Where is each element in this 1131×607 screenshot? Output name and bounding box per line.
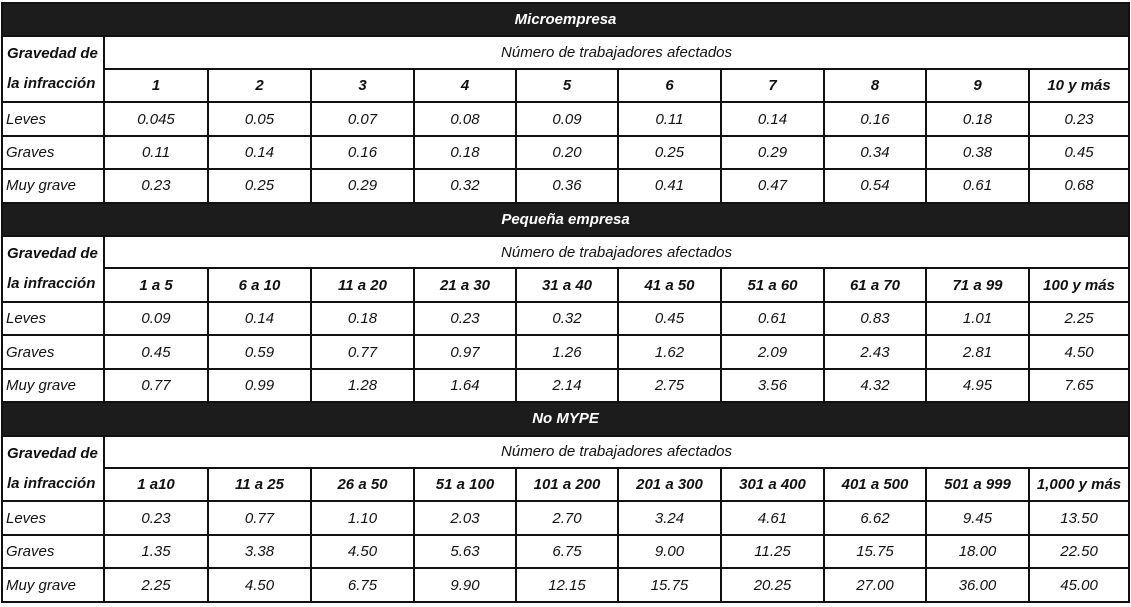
fine-value-cell: 0.09 xyxy=(104,302,208,335)
fine-value-cell: 4.50 xyxy=(208,568,311,602)
severity-header xyxy=(2,436,104,502)
fine-value-cell: 6.62 xyxy=(824,501,926,534)
fine-value-cell: 0.36 xyxy=(516,169,618,202)
table-row xyxy=(2,535,1129,568)
fine-value-cell: 0.77 xyxy=(208,501,311,534)
fine-value-cell: 0.20 xyxy=(516,136,618,169)
column-header: 1 a 5 xyxy=(104,268,208,301)
subheader-row xyxy=(2,36,1129,68)
fine-value-cell: 0.18 xyxy=(311,302,414,335)
fine-value-cell: 12.15 xyxy=(516,568,618,602)
section-title-row xyxy=(2,402,1129,435)
column-header: 1 a10 xyxy=(104,468,208,501)
fine-value-cell: 0.34 xyxy=(824,136,926,169)
fine-value-cell: 0.23 xyxy=(104,169,208,202)
severity-header-line: la infracción xyxy=(7,474,96,492)
column-header-row xyxy=(2,69,1129,102)
table-row xyxy=(2,369,1129,402)
column-header: 7 xyxy=(721,69,824,102)
column-header: 10 y más xyxy=(1029,69,1129,102)
fine-value-cell: 0.59 xyxy=(208,335,311,368)
column-header: 1 xyxy=(104,69,208,102)
fine-value-cell: 0.25 xyxy=(208,169,311,202)
fine-value-cell: 13.50 xyxy=(1029,501,1129,534)
fine-value-cell: 3.56 xyxy=(721,369,824,402)
fine-value-cell: 15.75 xyxy=(824,535,926,568)
fine-value-cell: 1.01 xyxy=(926,302,1029,335)
fine-value-cell: 7.65 xyxy=(1029,369,1129,402)
severity-label: Graves xyxy=(2,136,104,169)
section-title: Pequeña empresa xyxy=(2,203,1129,236)
table-row xyxy=(2,169,1129,202)
column-header: 101 a 200 xyxy=(516,468,618,501)
fine-value-cell: 0.38 xyxy=(926,136,1029,169)
column-header: 401 a 500 xyxy=(824,468,926,501)
fine-value-cell: 0.14 xyxy=(721,102,824,135)
column-header: 2 xyxy=(208,69,311,102)
fine-value-cell: 9.45 xyxy=(926,501,1029,534)
column-header: 301 a 400 xyxy=(721,468,824,501)
section-title-row xyxy=(2,3,1129,36)
column-header: 3 xyxy=(311,69,414,102)
fine-value-cell: 0.23 xyxy=(414,302,516,335)
fine-value-cell: 2.43 xyxy=(824,335,926,368)
fine-value-cell: 2.75 xyxy=(618,369,721,402)
fine-value-cell: 1.62 xyxy=(618,335,721,368)
severity-header-line: la infracción xyxy=(7,75,96,93)
fine-value-cell: 1.26 xyxy=(516,335,618,368)
severity-label: Muy grave xyxy=(2,568,104,602)
fine-value-cell: 0.47 xyxy=(721,169,824,202)
fine-value-cell: 1.28 xyxy=(311,369,414,402)
subheader-row xyxy=(2,236,1129,268)
fine-value-cell: 1.35 xyxy=(104,535,208,568)
fine-value-cell: 4.95 xyxy=(926,369,1029,402)
column-header: 11 a 20 xyxy=(311,268,414,301)
fine-value-cell: 0.07 xyxy=(311,102,414,135)
severity-header xyxy=(2,36,104,102)
column-header: 201 a 300 xyxy=(618,468,721,501)
fine-value-cell: 27.00 xyxy=(824,568,926,602)
fine-value-cell: 0.29 xyxy=(721,136,824,169)
fine-value-cell: 0.83 xyxy=(824,302,926,335)
fine-value-cell: 0.16 xyxy=(311,136,414,169)
fine-value-cell: 3.38 xyxy=(208,535,311,568)
column-header: 31 a 40 xyxy=(516,268,618,301)
fine-value-cell: 45.00 xyxy=(1029,568,1129,602)
fine-value-cell: 11.25 xyxy=(721,535,824,568)
fine-value-cell: 0.45 xyxy=(618,302,721,335)
fine-value-cell: 6.75 xyxy=(516,535,618,568)
column-header: 4 xyxy=(414,69,516,102)
subheader-row xyxy=(2,436,1129,468)
column-header: 100 y más xyxy=(1029,268,1129,301)
column-header: 6 a 10 xyxy=(208,268,311,301)
column-header: 71 a 99 xyxy=(926,268,1029,301)
table-row xyxy=(2,102,1129,135)
fine-value-cell: 2.70 xyxy=(516,501,618,534)
severity-header-line: Gravedad de xyxy=(7,444,98,462)
fine-value-cell: 9.90 xyxy=(414,568,516,602)
section-title: Microempresa xyxy=(2,3,1129,36)
fine-value-cell: 0.77 xyxy=(311,335,414,368)
fine-value-cell: 2.03 xyxy=(414,501,516,534)
fine-value-cell: 0.77 xyxy=(104,369,208,402)
column-header: 9 xyxy=(926,69,1029,102)
fine-value-cell: 0.09 xyxy=(516,102,618,135)
fine-value-cell: 0.14 xyxy=(208,136,311,169)
severity-header-line: Gravedad de xyxy=(7,244,98,262)
fine-value-cell: 0.45 xyxy=(1029,136,1129,169)
severity-header xyxy=(2,236,104,302)
fine-value-cell: 3.24 xyxy=(618,501,721,534)
column-header: 11 a 25 xyxy=(208,468,311,501)
fine-value-cell: 2.14 xyxy=(516,369,618,402)
fine-value-cell: 0.68 xyxy=(1029,169,1129,202)
fine-value-cell: 0.45 xyxy=(104,335,208,368)
fine-value-cell: 22.50 xyxy=(1029,535,1129,568)
column-header: 501 a 999 xyxy=(926,468,1029,501)
fine-value-cell: 2.25 xyxy=(104,568,208,602)
table-row xyxy=(2,136,1129,169)
severity-label: Graves xyxy=(2,535,104,568)
severity-label: Leves xyxy=(2,302,104,335)
fine-value-cell: 0.61 xyxy=(926,169,1029,202)
fine-value-cell: 0.14 xyxy=(208,302,311,335)
fine-value-cell: 6.75 xyxy=(311,568,414,602)
column-header: 21 a 30 xyxy=(414,268,516,301)
fine-value-cell: 0.16 xyxy=(824,102,926,135)
column-header: 41 a 50 xyxy=(618,268,721,301)
fine-value-cell: 1.64 xyxy=(414,369,516,402)
workers-affected-header: Número de trabajadores afectados xyxy=(104,436,1129,468)
column-header: 6 xyxy=(618,69,721,102)
workers-affected-header: Número de trabajadores afectados xyxy=(104,36,1129,68)
fine-value-cell: 0.11 xyxy=(104,136,208,169)
column-header: 5 xyxy=(516,69,618,102)
table-row xyxy=(2,335,1129,368)
fine-value-cell: 18.00 xyxy=(926,535,1029,568)
fine-value-cell: 4.61 xyxy=(721,501,824,534)
column-header-row xyxy=(2,468,1129,501)
fine-value-cell: 0.99 xyxy=(208,369,311,402)
fine-value-cell: 0.18 xyxy=(414,136,516,169)
column-header: 51 a 100 xyxy=(414,468,516,501)
fine-value-cell: 15.75 xyxy=(618,568,721,602)
severity-label: Muy grave xyxy=(2,169,104,202)
fine-value-cell: 0.08 xyxy=(414,102,516,135)
fine-value-cell: 2.09 xyxy=(721,335,824,368)
fine-value-cell: 0.54 xyxy=(824,169,926,202)
column-header: 8 xyxy=(824,69,926,102)
fine-value-cell: 0.18 xyxy=(926,102,1029,135)
fine-value-cell: 0.05 xyxy=(208,102,311,135)
column-header-row xyxy=(2,268,1129,301)
severity-label: Muy grave xyxy=(2,369,104,402)
fine-value-cell: 0.61 xyxy=(721,302,824,335)
fine-value-cell: 1.10 xyxy=(311,501,414,534)
fine-value-cell: 4.32 xyxy=(824,369,926,402)
column-header: 1,000 y más xyxy=(1029,468,1129,501)
severity-header-line: la infracción xyxy=(7,274,96,292)
fine-value-cell: 0.41 xyxy=(618,169,721,202)
table-row xyxy=(2,302,1129,335)
fine-value-cell: 9.00 xyxy=(618,535,721,568)
severity-label: Leves xyxy=(2,102,104,135)
fine-value-cell: 4.50 xyxy=(311,535,414,568)
fine-value-cell: 0.11 xyxy=(618,102,721,135)
fine-value-cell: 0.29 xyxy=(311,169,414,202)
fine-value-cell: 0.32 xyxy=(414,169,516,202)
section-title-row xyxy=(2,203,1129,236)
workers-affected-header: Número de trabajadores afectados xyxy=(104,236,1129,268)
fine-value-cell: 0.23 xyxy=(1029,102,1129,135)
fine-value-cell: 36.00 xyxy=(926,568,1029,602)
column-header: 51 a 60 xyxy=(721,268,824,301)
fine-value-cell: 5.63 xyxy=(414,535,516,568)
table-row xyxy=(2,501,1129,534)
fine-value-cell: 0.23 xyxy=(104,501,208,534)
fine-value-cell: 0.97 xyxy=(414,335,516,368)
severity-label: Graves xyxy=(2,335,104,368)
table-row xyxy=(2,568,1129,602)
severity-header-line: Gravedad de xyxy=(7,45,98,63)
fine-value-cell: 2.81 xyxy=(926,335,1029,368)
fines-table xyxy=(1,2,1130,603)
severity-label: Leves xyxy=(2,501,104,534)
fine-value-cell: 0.32 xyxy=(516,302,618,335)
section-title: No MYPE xyxy=(2,402,1129,435)
column-header: 61 a 70 xyxy=(824,268,926,301)
column-header: 26 a 50 xyxy=(311,468,414,501)
fine-value-cell: 2.25 xyxy=(1029,302,1129,335)
fine-value-cell: 0.25 xyxy=(618,136,721,169)
fine-value-cell: 20.25 xyxy=(721,568,824,602)
fine-value-cell: 4.50 xyxy=(1029,335,1129,368)
fine-value-cell: 0.045 xyxy=(104,102,208,135)
